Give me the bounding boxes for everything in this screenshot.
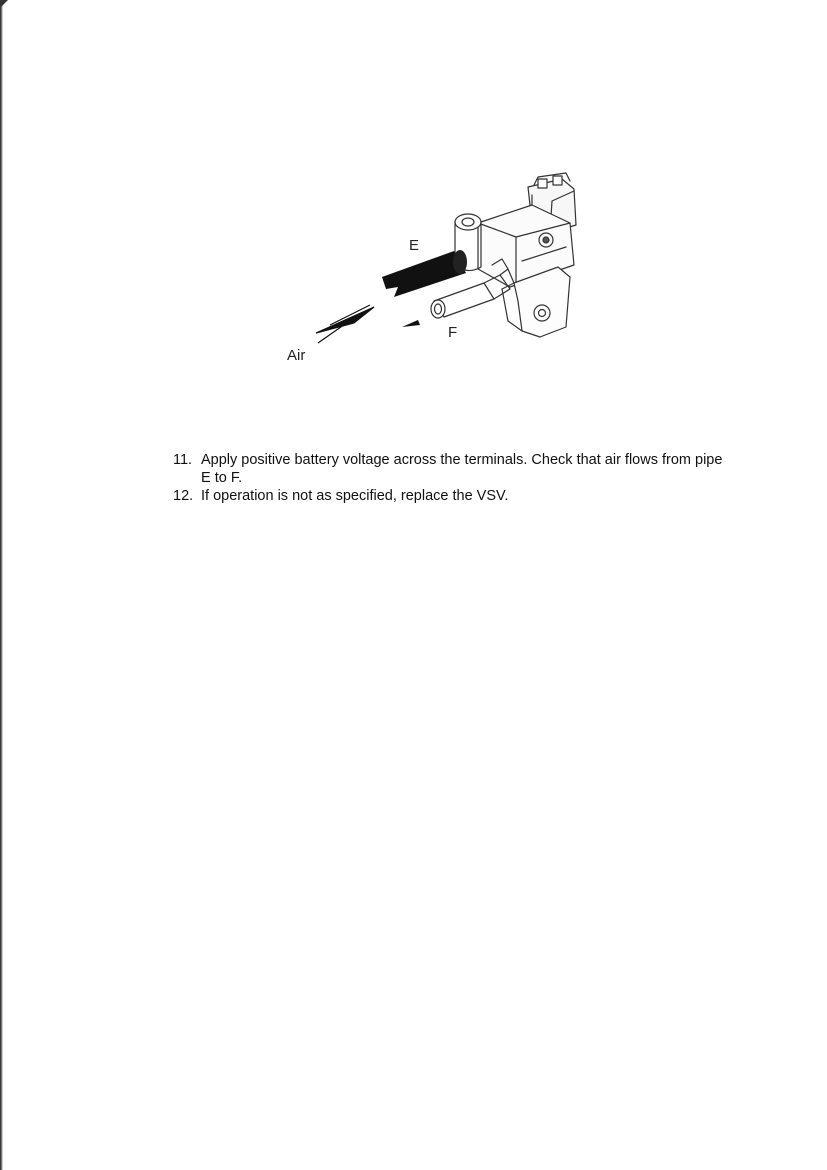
label-pipe-f: F (448, 324, 458, 341)
step-text: Apply positive battery voltage across the terminals. Check that air flows from pipe E to F. (201, 452, 723, 486)
step-item (173, 451, 733, 487)
vsv-illustration (270, 165, 600, 375)
scan-edge (0, 0, 3, 1170)
port-f (431, 275, 510, 318)
step-number: 12. (173, 488, 194, 504)
air-arrow (316, 305, 374, 343)
step-number: 11. (173, 452, 193, 468)
step-text: If operation is not as specified, replace the VSV. (201, 488, 509, 504)
step-item (173, 487, 733, 505)
hose-on-port-e (382, 250, 467, 297)
outflow-mark (402, 320, 420, 327)
label-pipe-e: E (409, 237, 420, 254)
label-air: Air (287, 347, 306, 364)
procedure-steps (173, 451, 733, 505)
scan-corner-mark (0, 0, 8, 8)
